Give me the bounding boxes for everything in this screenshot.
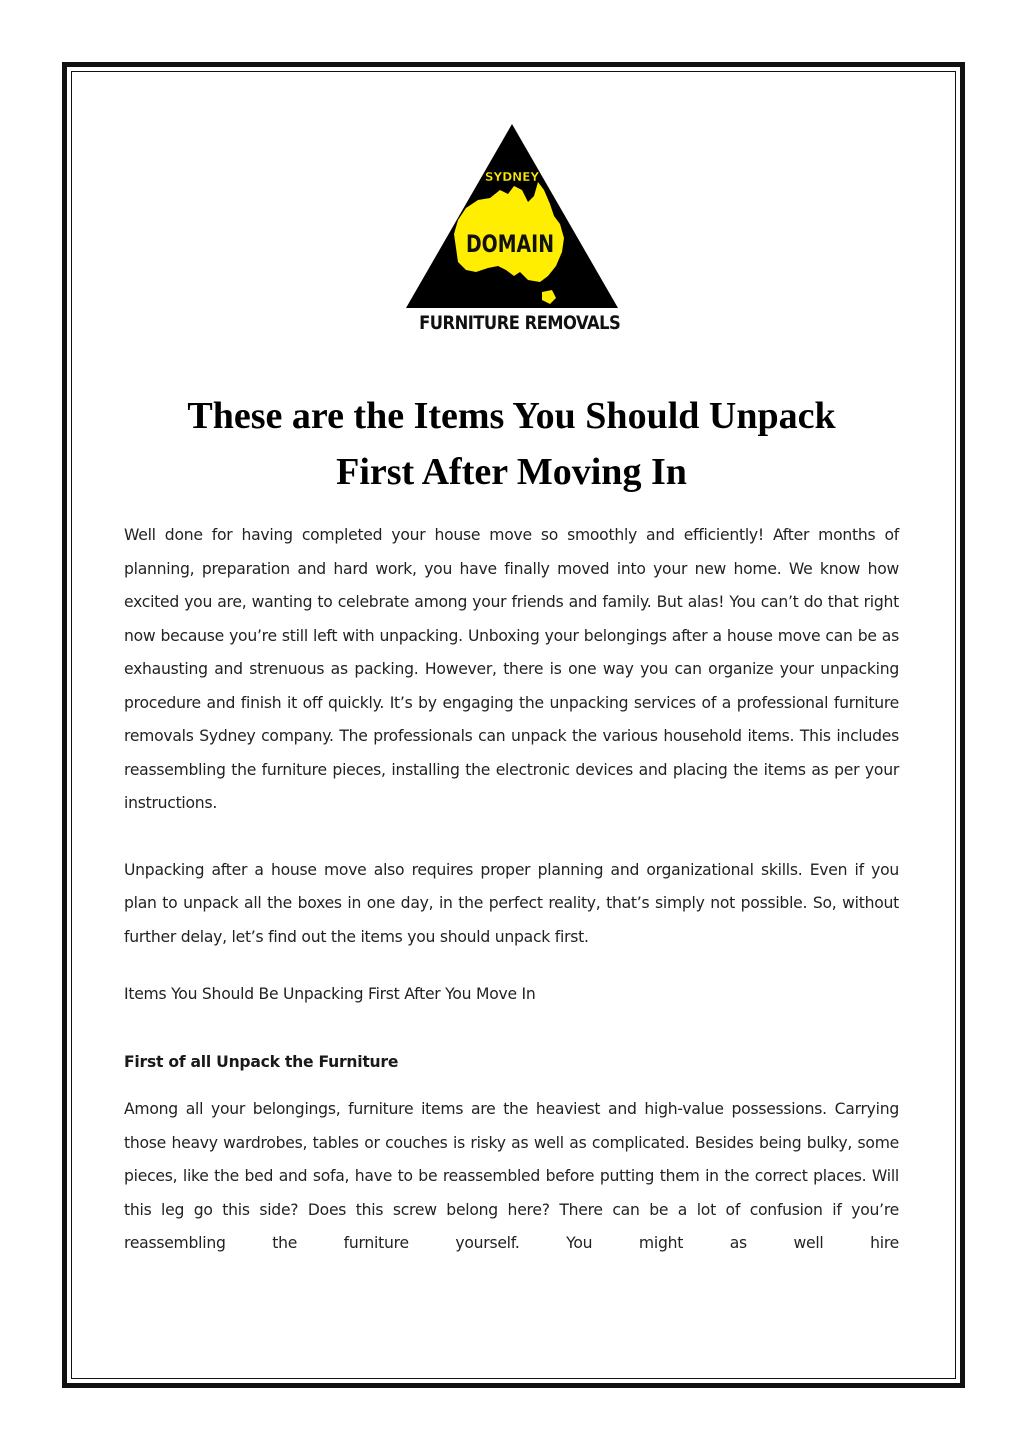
subheading-furniture: First of all Unpack the Furniture [124,1052,399,1071]
logo-caption: FURNITURE REMOVALS [419,312,621,334]
paragraph-intro: Well done for having completed your house move so smoothly and efficiently! After months of planning, preparation and hard work, you have finally moved into your new home. We know how excited you are, wanting to celebrate among your friends and family. But alas! You can’t do that right now because you’re still left with unpacking. Unboxing your belongings after a house move can be as exhausting and strenuous as packing. However, there is one way you can organize your unpacking procedure and finish it off quickly. It’s by engaging the unpacking services of a professional furniture removals Sydney company. The professionals can unpack the various household items. This includes reassembling the furniture pieces, installing the electronic devices and placing the items as per your instructions. [124,526,899,812]
section-heading: Items You Should Be Unpacking First After You Move In [124,985,536,1003]
document-title [100,388,923,500]
logo-domain-text: DOMAIN [466,230,554,258]
logo-graphic [404,120,620,310]
title-line-1: These are the Items You Should Unpack [187,395,836,437]
company-logo [404,120,620,340]
logo-sydney-text: SYDNEY [484,170,540,184]
document-body [124,519,899,1261]
paragraph-planning: Unpacking after a house move also requires proper planning and organizational skills. Even if you plan to unpack all the boxes in one day, in the perfect reality, that’s simply not possible. So, without further delay, let’s find out the items you should unpack first. [124,860,899,946]
title-line-2: First After Moving In [336,451,687,493]
paragraph-furniture: Among all your belongings, furniture items are the heaviest and high-value possessions. Carrying those heavy wardrobes, tables or couches is risky as well as complicated. Besides being bulky, some pieces, like the bed and sofa, have to be reassembled before putting them in the correct places. Will this leg go this side? Does this screw belong here? There can be a lot of confusion if you’re reassembling the furniture yourself. You might as well hire [124,1100,899,1252]
